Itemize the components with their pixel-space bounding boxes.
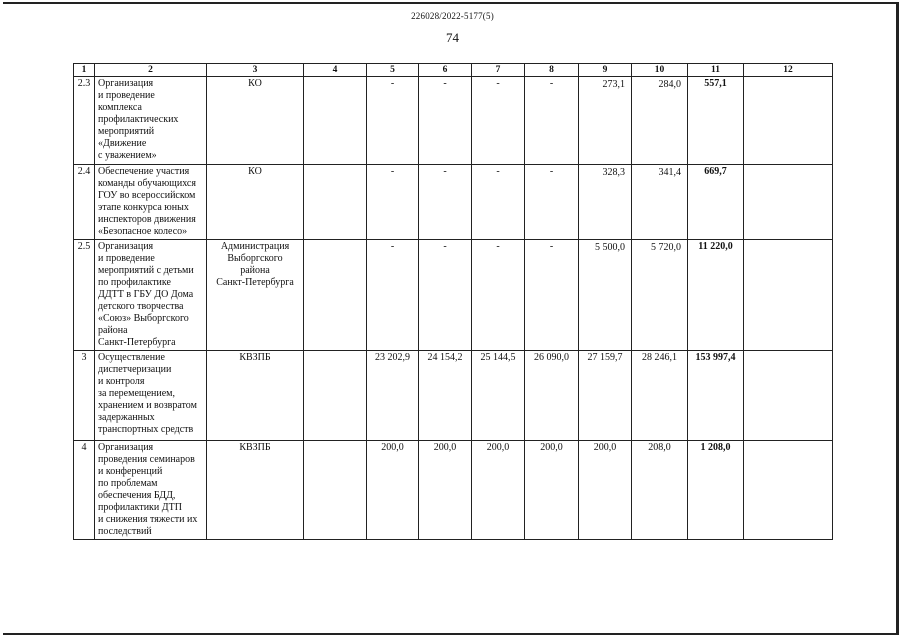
executor (207, 240, 304, 351)
column-header: 6 (419, 64, 472, 77)
value-cell: 208,0 (632, 441, 688, 540)
measure-name (95, 351, 207, 441)
value-cell: 341,4 (632, 165, 688, 240)
value-cell: 25 144,5 (472, 351, 525, 441)
value-cell: 273,1 (579, 77, 632, 165)
value-cell: 200,0 (367, 441, 419, 540)
column-12-cell (744, 351, 833, 441)
value-cell: 23 202,9 (367, 351, 419, 441)
measure-name-text: Обеспечение участия команды обучающихся ГОУ во всероссийском этапе конкурса юных инспекторов движения «Безопасное колесо» (98, 166, 196, 237)
value-cell: - (367, 165, 419, 240)
column-header: 11 (688, 64, 744, 77)
column-header: 10 (632, 64, 688, 77)
column-header: 2 (95, 64, 207, 77)
table-row (74, 77, 833, 165)
measure-name (95, 77, 207, 165)
column-header: 8 (525, 64, 579, 77)
value-cell: - (419, 165, 472, 240)
table-row (74, 441, 833, 540)
value-cell: 26 090,0 (525, 351, 579, 441)
value-cell: 328,3 (579, 165, 632, 240)
value-cell: - (472, 240, 525, 351)
value-cell: - (419, 240, 472, 351)
column-4-cell (304, 240, 367, 351)
value-cell: - (472, 165, 525, 240)
column-header: 7 (472, 64, 525, 77)
total-cell: 557,1 (688, 77, 744, 165)
executor-text: Администрация Выборгского района Санкт-Петербурга (216, 241, 294, 288)
row-number: 2.5 (74, 240, 95, 351)
table-row (74, 351, 833, 441)
value-cell: 284,0 (632, 77, 688, 165)
value-cell: - (525, 240, 579, 351)
executor-text: КВЗПБ (239, 442, 271, 453)
total-cell: 669,7 (688, 165, 744, 240)
measure-name (95, 240, 207, 351)
column-4-cell (304, 77, 367, 165)
value-cell: - (525, 165, 579, 240)
executor (207, 165, 304, 240)
measure-name (95, 165, 207, 240)
measure-name (95, 441, 207, 540)
executor-text: КВЗПБ (239, 352, 271, 363)
column-header: 4 (304, 64, 367, 77)
column-4-cell (304, 441, 367, 540)
row-number: 4 (74, 441, 95, 540)
total-cell: 1 208,0 (688, 441, 744, 540)
value-cell: - (367, 240, 419, 351)
executor-text: КО (248, 78, 262, 89)
total-cell: 153 997,4 (688, 351, 744, 441)
value-cell: 5 720,0 (632, 240, 688, 351)
value-cell: 24 154,2 (419, 351, 472, 441)
column-header: 12 (744, 64, 833, 77)
value-cell: 200,0 (525, 441, 579, 540)
table-row (74, 165, 833, 240)
row-number: 3 (74, 351, 95, 441)
value-cell: 28 246,1 (632, 351, 688, 441)
row-number: 2.4 (74, 165, 95, 240)
executor (207, 441, 304, 540)
column-header: 3 (207, 64, 304, 77)
value-cell: - (367, 77, 419, 165)
row-number: 2.3 (74, 77, 95, 165)
column-12-cell (744, 165, 833, 240)
executor (207, 77, 304, 165)
value-cell: 200,0 (419, 441, 472, 540)
value-cell: - (525, 77, 579, 165)
value-cell: 200,0 (472, 441, 525, 540)
data-table (73, 63, 833, 540)
measure-name-text: Организация и проведение комплекса профилактических мероприятий «Движение с уважением» (98, 78, 179, 161)
value-cell: 200,0 (579, 441, 632, 540)
column-12-cell (744, 441, 833, 540)
column-4-cell (304, 351, 367, 441)
column-header: 1 (74, 64, 95, 77)
column-12-cell (744, 77, 833, 165)
column-12-cell (744, 240, 833, 351)
value-cell: - (419, 77, 472, 165)
page-number: 74 (446, 30, 459, 45)
table-row (74, 240, 833, 351)
column-header-row (74, 64, 833, 77)
column-4-cell (304, 165, 367, 240)
measure-name-text: Осуществление диспетчеризации и контроля за перемещением, хранением и возвратом задержанных транспортных средств (98, 352, 197, 435)
column-header: 5 (367, 64, 419, 77)
value-cell: 5 500,0 (579, 240, 632, 351)
total-cell: 11 220,0 (688, 240, 744, 351)
column-header: 9 (579, 64, 632, 77)
measure-name-text: Организация и проведение мероприятий с детьми по профилактике ДДТТ в ГБУ ДО Дома детского творчества «Союз» Выборгского района Санкт-Петербурга (98, 241, 194, 348)
measure-name-text: Организация проведения семинаров и конференций по проблемам обеспечения БДД, профилактики ДТП и снижения тяжести их последствий (98, 442, 198, 537)
value-cell: - (472, 77, 525, 165)
executor (207, 351, 304, 441)
document-number: 226028/2022-5177(5) (411, 11, 494, 21)
executor-text: КО (248, 166, 262, 177)
value-cell: 27 159,7 (579, 351, 632, 441)
